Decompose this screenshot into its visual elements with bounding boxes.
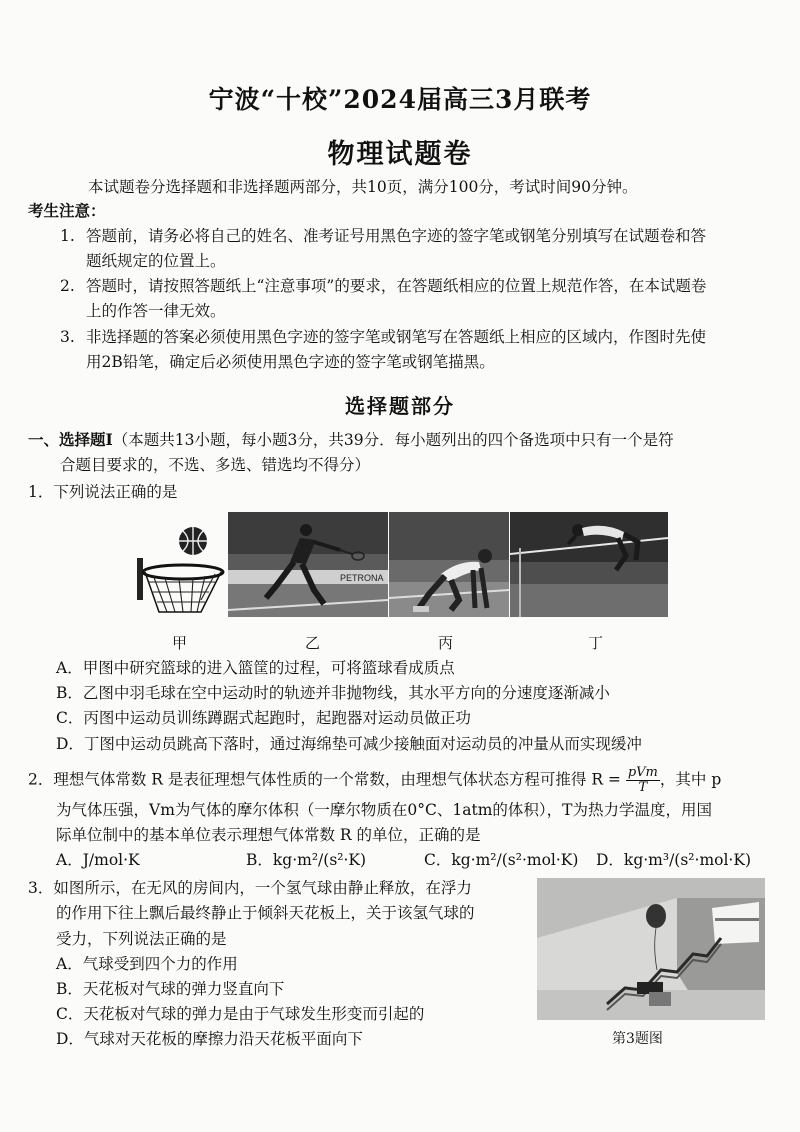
note-text: 非选择题的答案必须使用黑色字迹的签字笔或钢笔写在答题纸上相应的区域内，作图时先使 (86, 328, 707, 346)
q1-figure-yi (228, 512, 388, 617)
note-number: 1. (60, 227, 75, 245)
section-heading-text: （本题共13小题，每小题3分，共39分．每小题列出的四个备选项中只有一个是符 (112, 431, 674, 449)
note-text: 上的作答一律无效。 (86, 302, 226, 320)
sprint-start-photo (389, 512, 509, 617)
q1-figure-bing (389, 512, 509, 617)
q1-figure-jia (135, 520, 227, 620)
q2-option-c: C．kg·m²/(s²·mol·K) (424, 851, 579, 869)
note-text: 答题前，请务必将自己的姓名、准考证号用黑色字迹的签字笔或钢笔分别填写在试题卷和答 (86, 227, 707, 245)
note-number: 3. (60, 328, 75, 346)
note-text: 用2B铅笔，确定后必须使用黑色字迹的签字笔或钢笔描黑。 (86, 353, 495, 371)
caption-yi: 乙 (305, 634, 321, 652)
section-heading (28, 430, 674, 450)
basketball-hoop-illustration (135, 520, 227, 620)
caption-bing: 丙 (438, 634, 454, 652)
note-text: 题纸规定的位置上。 (86, 252, 226, 270)
q1-option-b: B．乙图中羽毛球在空中运动时的轨迹并非抛物线，其水平方向的分速度逐渐减小 (56, 684, 610, 702)
q2-stem-b: ，其中 p (659, 770, 722, 789)
q3-stem-line1: 3．如图所示，在无风的房间内，一个氢气球由静止释放，在浮力 (28, 879, 472, 897)
caption-jia: 甲 (172, 634, 188, 652)
paper-subtitle: 物理试题卷 (327, 139, 473, 170)
q2-formula-numerator: pVm (627, 765, 658, 780)
section-heading-label: 一、选择题Ⅰ (28, 430, 113, 449)
q2-option-b: B．kg·m²/(s²·K) (246, 851, 367, 869)
q3-stem-line2: 的作用下往上飘后最终静止于倾斜天花板上，关于该氢气球的 (56, 904, 475, 922)
exam-title: 宁波“十校”2024届高三3月联考 (208, 85, 592, 114)
note-number: 2. (60, 277, 75, 295)
q1-option-c: C．丙图中运动员训练蹲踞式起跑时，起跑器对运动员做正功 (56, 709, 471, 727)
notes-heading: 考生注意： (28, 201, 106, 220)
q3-figure (537, 878, 765, 1020)
q3-stem-line3: 受力，下列说法正确的是 (56, 930, 227, 948)
banner-text: PETRONA (340, 573, 384, 583)
badminton-photo (228, 512, 388, 617)
high-jump-photo (510, 512, 668, 617)
q3-option-c: C．天花板对气球的弹力是由于气球发生形变而引起的 (56, 1005, 425, 1023)
q1-stem: 1．下列说法正确的是 (28, 483, 178, 501)
q1-option-d: D．丁图中运动员跳高下落时，通过海绵垫可减少接触面对运动员的冲量从而实现缓冲 (56, 735, 642, 753)
q2-formula-denominator: T (638, 780, 648, 795)
section-title: 选择题部分 (345, 394, 455, 418)
q1-figure-ding (510, 512, 668, 617)
q3-option-a: A．气球受到四个力的作用 (56, 955, 238, 973)
q2-formula-fraction (626, 766, 660, 795)
q1-option-a: A．甲图中研究篮球的进入篮筐的过程，可将篮球看成质点 (56, 659, 455, 677)
q3-figure-caption: 第3题图 (612, 1031, 663, 1047)
q2-stem-a: 2．理想气体常数 R 是表征理想气体性质的一个常数，由理想气体状态方程可推得 R = (28, 770, 621, 789)
note-text: 答题时，请按照答题纸上“注意事项”的要求，在答题纸相应的位置上规范作答，在本试题卷 (86, 277, 707, 295)
q2-option-a: A．J/mol·K (56, 851, 140, 869)
caption-ding: 丁 (588, 634, 604, 652)
q3-option-b: B．天花板对气球的弹力竖直向下 (56, 980, 285, 998)
section-heading-line2: 合题目要求的，不选、多选、错选均不得分） (60, 456, 371, 474)
q3-option-d: D．气球对天花板的摩擦力沿天花板平面向下 (56, 1030, 363, 1048)
q2-option-d: D．kg·m³/(s²·mol·K) (596, 851, 751, 869)
q2-stem-line1 (28, 766, 721, 795)
q2-stem-line2: 为气体压强，Vm为气体的摩尔体积（一摩尔物质在0°C、1atm的体积），T为热力学温度，用国 (56, 801, 712, 819)
intro-text: 本试题卷分选择题和非选择题两部分，共10页，满分100分，考试时间90分钟。 (88, 178, 638, 196)
room-balloon-photo (537, 878, 765, 1020)
q2-stem-line3: 际单位制中的基本单位表示理想气体常数 R 的单位，正确的是 (56, 826, 481, 844)
